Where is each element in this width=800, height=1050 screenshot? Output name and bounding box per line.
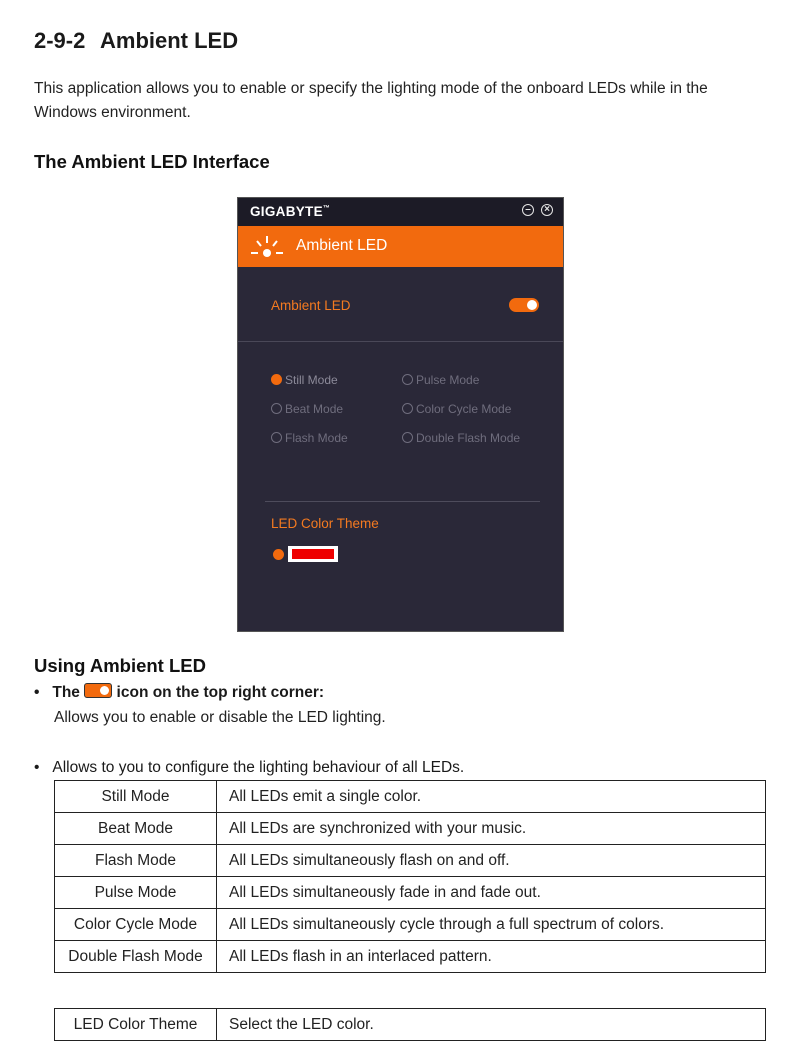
table-cell-mode: Beat Mode: [55, 813, 217, 845]
section-title: Ambient LED: [100, 28, 239, 53]
minimize-icon[interactable]: –: [522, 204, 534, 216]
intro-paragraph: This application allows you to enable or specify the lighting mode of the onboard LEDs while in the Windows environment.: [34, 80, 708, 121]
radio-still-mode[interactable]: Still Mode: [271, 373, 338, 387]
table-cell-desc: Select the LED color.: [217, 1009, 766, 1041]
table-cell-mode: Flash Mode: [55, 845, 217, 877]
radio-dot-icon: [271, 374, 282, 385]
table-cell-desc: All LEDs simultaneously cycle through a full spectrum of colors.: [217, 909, 766, 941]
radio-beat-mode[interactable]: Beat Mode: [271, 402, 343, 416]
table-row: [55, 1009, 766, 1041]
close-icon[interactable]: ×: [541, 204, 553, 216]
section-heading: [34, 28, 238, 54]
table-cell-desc: All LEDs are synchronized with your music.: [217, 813, 766, 845]
radio-pulse-mode[interactable]: Pulse Mode: [402, 373, 479, 387]
color-swatch[interactable]: [288, 546, 338, 562]
table-row: [55, 877, 766, 909]
radio-dot-icon: [402, 403, 413, 414]
theme-radio-selected[interactable]: [273, 549, 284, 560]
radio-dot-icon: [271, 403, 282, 414]
bullet-toggle-desc: Allows you to enable or disable the LED lighting.: [54, 709, 386, 726]
toggle-knob: [527, 300, 537, 310]
radio-dot-icon: [402, 374, 413, 385]
table-row: [55, 941, 766, 973]
bullet-toggle-icon: • The icon on the top right corner:: [34, 684, 325, 701]
ambient-led-label: Ambient LED: [271, 298, 351, 313]
table-row: [55, 781, 766, 813]
banner-title: Ambient LED: [296, 237, 388, 254]
mode-table: [54, 780, 766, 973]
table-cell-mode: Still Mode: [55, 781, 217, 813]
table-cell-mode: Pulse Mode: [55, 877, 217, 909]
theme-table: [54, 1008, 766, 1041]
led-color-theme-label: LED Color Theme: [271, 516, 379, 531]
app-banner: [238, 226, 563, 267]
ambient-led-toggle[interactable]: [509, 298, 539, 312]
table-cell-desc: All LEDs emit a single color.: [217, 781, 766, 813]
table-cell-mode: Double Flash Mode: [55, 941, 217, 973]
radio-dot-icon: [402, 432, 413, 443]
table-cell-mode: Color Cycle Mode: [55, 909, 217, 941]
table-cell-desc: All LEDs simultaneously fade in and fade out.: [217, 877, 766, 909]
divider: [238, 341, 563, 342]
table-cell-desc: All LEDs flash in an interlaced pattern.: [217, 941, 766, 973]
bullet-configure: • Allows to you to configure the lighting behaviour of all LEDs.: [34, 759, 465, 776]
color-swatch-fill: [292, 549, 334, 559]
section-number: 2-9-2: [34, 28, 86, 53]
divider: [265, 501, 540, 502]
radio-color-cycle-mode[interactable]: Color Cycle Mode: [402, 402, 511, 416]
ambient-led-window: [237, 197, 564, 632]
title-bar: [238, 198, 563, 226]
radio-double-flash-mode[interactable]: Double Flash Mode: [402, 431, 520, 445]
table-row: [55, 813, 766, 845]
table-row: [55, 909, 766, 941]
radio-dot-icon: [271, 432, 282, 443]
interface-heading: The Ambient LED Interface: [34, 151, 270, 172]
led-light-icon: [250, 232, 292, 262]
radio-flash-mode[interactable]: Flash Mode: [271, 431, 348, 445]
toggle-icon: [84, 683, 112, 698]
gigabyte-logo: GIGABYTE™: [250, 204, 331, 219]
table-cell-desc: All LEDs simultaneously flash on and off.: [217, 845, 766, 877]
table-cell-mode: LED Color Theme: [55, 1009, 217, 1041]
using-heading: Using Ambient LED: [34, 655, 206, 676]
table-row: [55, 845, 766, 877]
